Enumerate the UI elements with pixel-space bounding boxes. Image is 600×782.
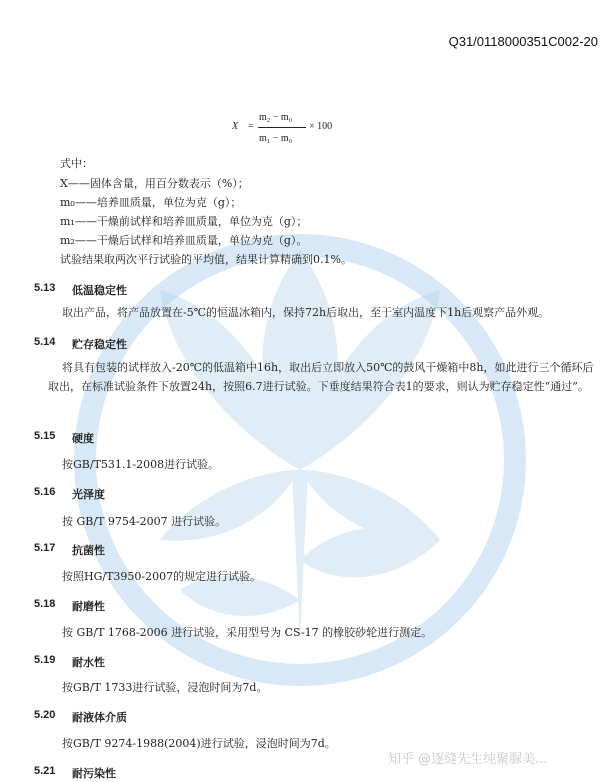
section-number: 5.20 bbox=[34, 709, 56, 721]
section-number: 5.15 bbox=[34, 430, 56, 442]
document-code: Q31/0118000351C002-20 bbox=[448, 34, 598, 49]
formula-denominator: m₁ − m₀ bbox=[259, 133, 293, 144]
section-number: 5.13 bbox=[34, 282, 56, 294]
definition-line: m₂——干燥后试样和培养皿质量，单位为克（g）。 bbox=[60, 234, 308, 247]
definition-line: X——固体含量，用百分数表示（%）； bbox=[60, 177, 249, 190]
formula-lhs: X bbox=[232, 121, 239, 132]
fraction-bar bbox=[258, 127, 306, 128]
formula-numerator: m₂ − m₀ bbox=[259, 112, 293, 123]
section-body: 按 GB/T 9754-2007 进行试验。 bbox=[62, 515, 227, 528]
zhihu-watermark-text: 知乎 @逐缝先生纯聚脲美... bbox=[388, 752, 548, 767]
section-number: 5.14 bbox=[34, 336, 56, 348]
section-body: 按GB/T 1733进行试验，浸泡时间为7d。 bbox=[62, 681, 268, 694]
section-body: 取出产品，将产品放置在-5℃的恒温冰箱内，保持72h后取出，至于室内温度下1h后观察产品外观。 bbox=[62, 306, 550, 319]
section-body: 按照HG/T3950-2007的规定进行试验。 bbox=[62, 570, 262, 583]
section-number: 5.18 bbox=[34, 598, 56, 610]
section-number: 5.16 bbox=[34, 486, 56, 498]
section-number: 5.19 bbox=[34, 654, 56, 666]
formula-multiplier: × 100 bbox=[309, 121, 333, 132]
section-title: 耐液体介质 bbox=[72, 711, 127, 724]
section-body: 将具有包装的试样放入-20℃的低温箱中16h，取出后立即放入50℃的鼓风干燥箱中8h，如此进行三个循环后取出，在标准试验条件下放置24h，按照6.7进行试验。下垂度结果符合表1的要求，则认为贮存稳定性“通过”。 bbox=[48, 361, 594, 393]
section-title: 抗菌性 bbox=[72, 544, 105, 557]
section-title: 光泽度 bbox=[72, 488, 105, 501]
section-title: 低温稳定性 bbox=[72, 284, 127, 297]
section-title: 耐磨性 bbox=[72, 600, 105, 613]
section-title: 贮存稳定性 bbox=[72, 338, 127, 351]
section-body: 按GB/T 9274-1988(2004)进行试验，浸泡时间为7d。 bbox=[62, 737, 336, 750]
section-title: 耐污染性 bbox=[72, 767, 116, 780]
definition-line: m₀——培养皿质量，单位为克（g）； bbox=[60, 196, 242, 209]
section-title: 耐水性 bbox=[72, 656, 105, 669]
section-number: 5.17 bbox=[34, 542, 56, 554]
section-body: 按GB/T531.1-2008进行试验。 bbox=[62, 458, 220, 471]
definition-line: 试验结果取两次平行试验的平均值，结果计算精确到0.1%。 bbox=[60, 253, 352, 266]
section-number: 5.21 bbox=[34, 765, 56, 777]
definition-line: m₁——干燥前试样和培养皿质量，单位为克（g）； bbox=[60, 215, 308, 228]
section-title: 硬度 bbox=[72, 432, 94, 445]
formula-equals: = bbox=[248, 121, 254, 132]
definition-line: 式中： bbox=[60, 157, 93, 170]
section-body: 按 GB/T 1768-2006 进行试验，采用型号为 CS-17 的橡胶砂轮进行测定。 bbox=[62, 626, 433, 639]
